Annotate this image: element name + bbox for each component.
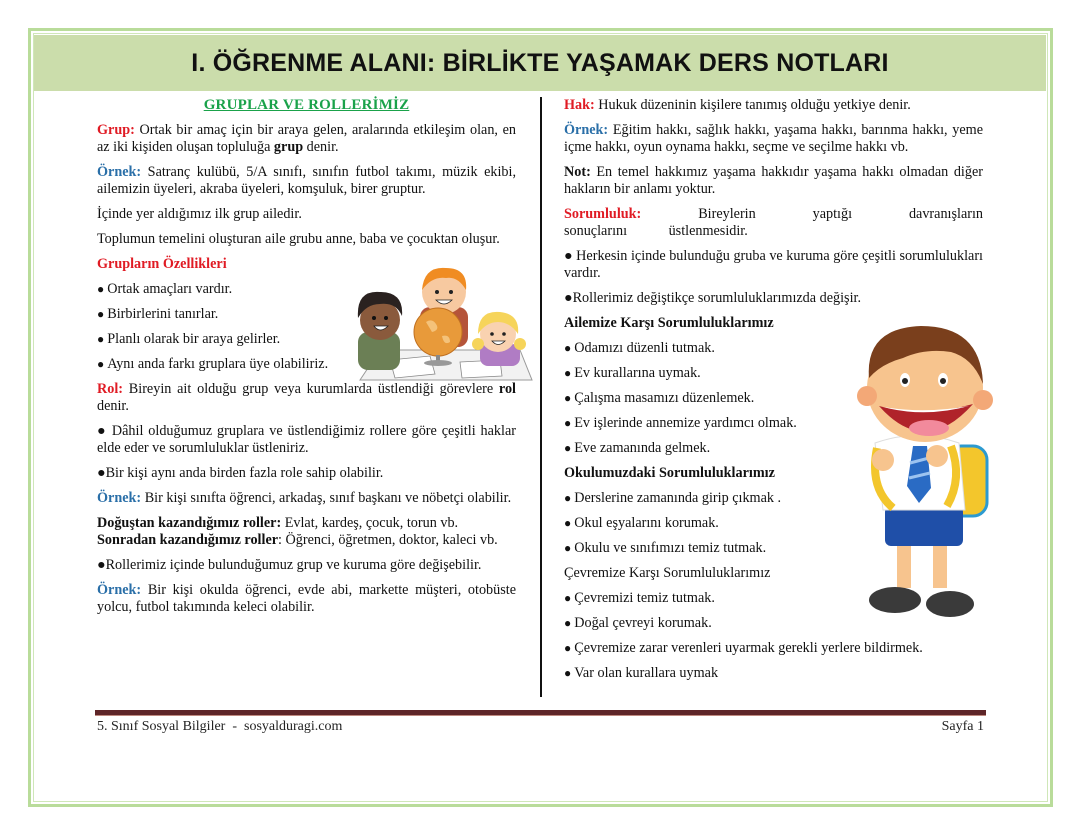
definition-bold: grup [273, 139, 304, 155]
roles-paragraph [97, 515, 516, 549]
bullet-icon: ● [564, 541, 572, 555]
definition-sorumluluk [564, 206, 983, 240]
bullet-icon: ● [564, 248, 577, 264]
list-item-text: Odamızı düzenli tutmak. [574, 340, 715, 356]
page-title: I. ÖĞRENME ALANI: BİRLİKTE YAŞAMAK DERS NOTLARI [191, 48, 889, 77]
list-item-text: Ortak amaçları vardır. [107, 281, 233, 297]
bullet-text: Rollerimiz içinde bulunduğumuz grup ve kuruma göre değişebilir. [105, 557, 482, 573]
footer-left-text: 5. Sınıf Sosyal Bilgiler - sosyalduragi.com [97, 719, 343, 734]
example-hak [564, 122, 983, 156]
term-label: Grup: [97, 122, 135, 138]
bullet-icon: ● [97, 307, 105, 321]
bullet-icon: ● [564, 666, 572, 680]
definition-text: Bireylerin yaptığı davranışların sonuçlarını üstlenmesidir. [564, 206, 983, 239]
column-divider [540, 97, 542, 697]
bullet-icon: ● [97, 357, 105, 371]
subheading-cevre: Çevremize Karşı Sorumluluklarımız [564, 565, 771, 581]
bullet-rollerimiz [97, 557, 516, 574]
dogustan-label: Doğuştan kazandığımız roller: [97, 515, 282, 531]
definition-hak [564, 97, 983, 114]
bullet-icon: ● [564, 416, 572, 430]
term-label: Hak: [564, 97, 595, 113]
bullet-icon: ● [564, 641, 572, 655]
subheading-okul: Okulumuzdaki Sorumluluklarımız [564, 465, 775, 481]
definition-text: Bireyin ait olduğu grup veya kurumlarda üstlendiği görevlere [123, 381, 499, 397]
sonradan-label: Sonradan kazandığımız roller [97, 532, 279, 548]
example-3 [97, 582, 516, 616]
bullet-text: Dâhil olduğumuz gruplara ve üstlendiğimiz rollere göre çeşitli haklar elde eder ve sorumluluklar üstleniriz. [97, 423, 516, 456]
bullet-icon: ● [564, 616, 572, 630]
page-number: Sayfa 1 [941, 719, 984, 734]
bullet-dahil [97, 423, 516, 457]
bullet-text: Herkesin içinde bulunduğu gruba ve kuruma göre çeşitli sorumlulukları vardır. [564, 248, 983, 281]
list-item [564, 640, 983, 657]
example-2 [97, 490, 516, 507]
example-label: Örnek: [97, 164, 142, 180]
example-1 [97, 164, 516, 198]
children-with-globe-illustration [350, 262, 535, 394]
bullet-icon: ● [564, 391, 572, 405]
bullet-icon: ● [97, 465, 106, 481]
example-label: Örnek: [97, 490, 142, 506]
bullet-icon: ● [564, 366, 572, 380]
example-text: Bir kişi okulda öğrenci, evde abi, markette müşteri, otobüste yolcu, futbol takımında keleci olabilir. [97, 582, 516, 615]
paragraph-ilk-grup: İçinde yer aldığımız ilk grup ailedir. [97, 206, 302, 222]
list-item [564, 665, 983, 682]
example-label: Örnek: [564, 122, 609, 138]
list-item-text: Çevremizi temiz tutmak. [574, 590, 715, 606]
paragraph-toplum: Toplumun temelini oluşturan aile grubu anne, baba ve çocuktan oluşur. [97, 231, 500, 247]
list-item-text: Doğal çevreyi korumak. [574, 615, 712, 631]
bullet-icon: ● [564, 491, 572, 505]
section-title: GRUPLAR VE ROLLERİMİZ [203, 97, 410, 113]
definition-text: denir. [303, 139, 339, 155]
bullet-icon: ● [564, 341, 572, 355]
note-label: Not: [564, 164, 591, 180]
subheading-aile: Ailemize Karşı Sorumluluklarımız [564, 315, 774, 331]
list-item-text: Çevremize zarar verenleri uyarmak gerekli yerlere bildirmek. [574, 640, 923, 656]
bullet-icon: ● [97, 282, 105, 296]
schoolboy-with-backpack-illustration [855, 318, 995, 623]
bullet-icon: ● [564, 441, 572, 455]
bullet-text: Rollerimiz değiştikçe sorumluluklarımızda değişir. [572, 290, 861, 306]
header-band [34, 35, 1046, 91]
bullet-rollerimiz-right [564, 290, 983, 307]
list-item-text: Ev kurallarına uymak. [574, 365, 701, 381]
dogustan-text: Evlat, kardeş, çocuk, torun vb. [281, 515, 459, 531]
definition-grup [97, 122, 516, 156]
example-label: Örnek: [97, 582, 142, 598]
term-label: Sorumluluk: [564, 206, 642, 222]
list-item-text: Birbirlerini tanırlar. [107, 306, 219, 322]
bullet-icon: ● [564, 516, 572, 530]
sonradan-text: : Öğrenci, öğretmen, doktor, kaleci vb. [278, 532, 498, 548]
list-item-text: Çalışma masamızı düzenlemek. [574, 390, 755, 406]
bullet-bir-kisi [97, 465, 516, 482]
subheading-ozellikler: Grupların Özellikleri [97, 256, 227, 272]
example-text: Eğitim hakkı, sağlık hakkı, yaşama hakkı, barınma hakkı, yeme içme hakkı, oyun oynama hakkı, seçme ve seçilme hakkı vb. [564, 122, 983, 155]
bullet-icon: ● [564, 591, 572, 605]
definition-text: Ortak bir amaç için bir araya gelen, aralarında etkileşim olan, en az iki kişiden oluşan topluluğa [97, 122, 516, 155]
note [564, 164, 983, 198]
list-item-text: Planlı olarak bir araya gelirler. [107, 331, 281, 347]
example-text: Bir kişi sınıfta öğrenci, arkadaş, sınıf başkanı ve nöbetçi olabilir. [141, 490, 512, 506]
term-label: Rol: [97, 381, 124, 397]
list-item-text: Eve zamanında gelmek. [574, 440, 711, 456]
list-item-text: Derslerine zamanında girip çıkmak . [574, 490, 782, 506]
list-item-text: Okul eşyalarını korumak. [574, 515, 719, 531]
list-item-text: Okulu ve sınıfımızı temiz tutmak. [574, 540, 767, 556]
bullet-herkes [564, 248, 983, 282]
list-item-text: Aynı anda farkı gruplara üye olabiliriz. [107, 356, 329, 372]
definition-bold: rol [498, 381, 516, 397]
bullet-icon: ● [564, 290, 573, 306]
footer-rule [95, 710, 986, 716]
example-text: Satranç kulübü, 5/A sınıfı, sınıfın futbol takımı, müzik ekibi, ailemizin üyeleri, akraba üyeleri, komşuluk, birer gruptur. [97, 164, 516, 197]
definition-text: denir. [97, 398, 129, 414]
definition-text: Hukuk düzeninin kişilere tanımış olduğu yetkiye denir. [594, 97, 911, 113]
bullet-text: Bir kişi aynı anda birden fazla role sahip olabilir. [105, 465, 384, 481]
bullet-icon: ● [97, 332, 105, 346]
bullet-icon: ● [97, 423, 112, 439]
bullet-icon: ● [97, 557, 106, 573]
list-item-text: Var olan kurallara uymak [574, 665, 719, 681]
note-text: En temel hakkımız yaşama hakkıdır yaşama hakkı olmadan diğer hakların bir anlamı yoktur. [564, 164, 983, 197]
list-item-text: Ev işlerinde annemize yardımcı olmak. [574, 415, 797, 431]
